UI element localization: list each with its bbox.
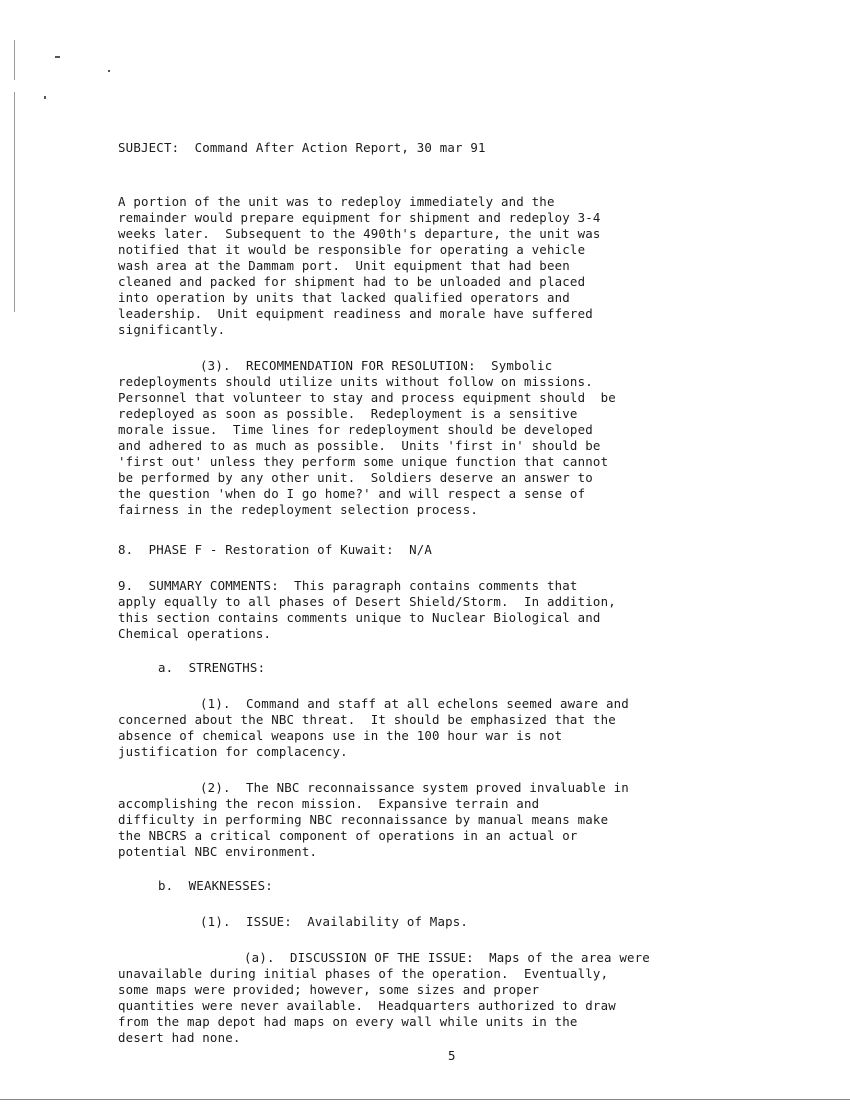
paragraph-line: potential NBC environment. bbox=[118, 844, 318, 859]
paragraph-line: desert had none. bbox=[118, 1030, 241, 1045]
paragraph-line: A portion of the unit was to redeploy immediately and the bbox=[118, 194, 555, 209]
paragraph-line: accomplishing the recon mission. Expansive terrain and bbox=[118, 796, 540, 811]
paragraph-line: this section contains comments unique to Nuclear Biological and bbox=[118, 610, 601, 625]
paragraph-line: apply equally to all phases of Desert Shield/Storm. In addition, bbox=[118, 594, 616, 609]
paragraph-line: redeployed as soon as possible. Redeployment is a sensitive bbox=[118, 406, 578, 421]
paragraph-line: Chemical operations. bbox=[118, 626, 272, 641]
paragraph-line: notified that it would be responsible for operating a vehicle bbox=[118, 242, 586, 257]
paragraph-line: wash area at the Dammam port. Unit equipment that had been bbox=[118, 258, 570, 273]
weaknesses-heading: b. WEAKNESSES: bbox=[158, 878, 273, 893]
paragraph-line: fairness in the redeployment selection process. bbox=[118, 502, 479, 517]
paragraph-line: remainder would prepare equipment for shipment and redeploy 3-4 bbox=[118, 210, 601, 225]
paragraph-line: the question 'when do I go home?' and will respect a sense of bbox=[118, 486, 586, 501]
paragraph-line: into operation by units that lacked qualified operators and bbox=[118, 290, 570, 305]
strength-1-heading: (1). Command and staff at all echelons seemed aware and bbox=[200, 696, 629, 711]
discussion-heading: (a). DISCUSSION OF THE ISSUE: Maps of the area were bbox=[244, 950, 650, 965]
scan-edge-line bbox=[14, 40, 15, 80]
paragraph-line: concerned about the NBC threat. It should be emphasized that the bbox=[118, 712, 616, 727]
subject-line: SUBJECT: Command After Action Report, 30 mar 91 bbox=[118, 140, 486, 155]
phase-heading: 8. PHASE F - Restoration of Kuwait: N/A bbox=[118, 542, 433, 557]
paragraph-line: 'first out' unless they perform some unique function that cannot bbox=[118, 454, 609, 469]
strengths-heading: a. STRENGTHS: bbox=[158, 660, 266, 675]
paragraph-line: some maps were provided; however, some sizes and proper bbox=[118, 982, 540, 997]
paragraph-line: Personnel that volunteer to stay and process equipment should be bbox=[118, 390, 616, 405]
paragraph-line: leadership. Unit equipment readiness and morale have suffered bbox=[118, 306, 593, 321]
paragraph-line: significantly. bbox=[118, 322, 226, 337]
paragraph-line: the NBCRS a critical component of operations in an actual or bbox=[118, 828, 578, 843]
paragraph-line: quantities were never available. Headquarters authorized to draw bbox=[118, 998, 616, 1013]
page-number: 5 bbox=[448, 1048, 456, 1063]
issue-heading: (1). ISSUE: Availability of Maps. bbox=[200, 914, 469, 929]
paragraph-line: be performed by any other unit. Soldiers deserve an answer to bbox=[118, 470, 593, 485]
scan-edge-line bbox=[14, 92, 15, 312]
page-bottom-rule bbox=[0, 1099, 850, 1100]
paragraph-line: unavailable during initial phases of the operation. Eventually, bbox=[118, 966, 609, 981]
scan-speck bbox=[44, 96, 46, 99]
recommendation-heading: (3). RECOMMENDATION FOR RESOLUTION: Symbolic bbox=[200, 358, 553, 373]
paragraph-line: cleaned and packed for shipment had to be unloaded and placed bbox=[118, 274, 586, 289]
paragraph-line: justification for complacency. bbox=[118, 744, 348, 759]
paragraph-line: absence of chemical weapons use in the 100 hour war is not bbox=[118, 728, 563, 743]
scan-speck bbox=[55, 56, 60, 58]
paragraph-line: redeployments should utilize units without follow on missions. bbox=[118, 374, 593, 389]
paragraph-line: weeks later. Subsequent to the 490th's departure, the unit was bbox=[118, 226, 601, 241]
paragraph-line: from the map depot had maps on every wall while units in the bbox=[118, 1014, 578, 1029]
paragraph-line: morale issue. Time lines for redeployment should be developed bbox=[118, 422, 593, 437]
paragraph-line: and adhered to as much as possible. Units 'first in' should be bbox=[118, 438, 601, 453]
paragraph-line: difficulty in performing NBC reconnaissance by manual means make bbox=[118, 812, 609, 827]
summary-heading: 9. SUMMARY COMMENTS: This paragraph contains comments that bbox=[118, 578, 578, 593]
strength-2-heading: (2). The NBC reconnaissance system proved invaluable in bbox=[200, 780, 629, 795]
scan-speck bbox=[108, 70, 110, 72]
